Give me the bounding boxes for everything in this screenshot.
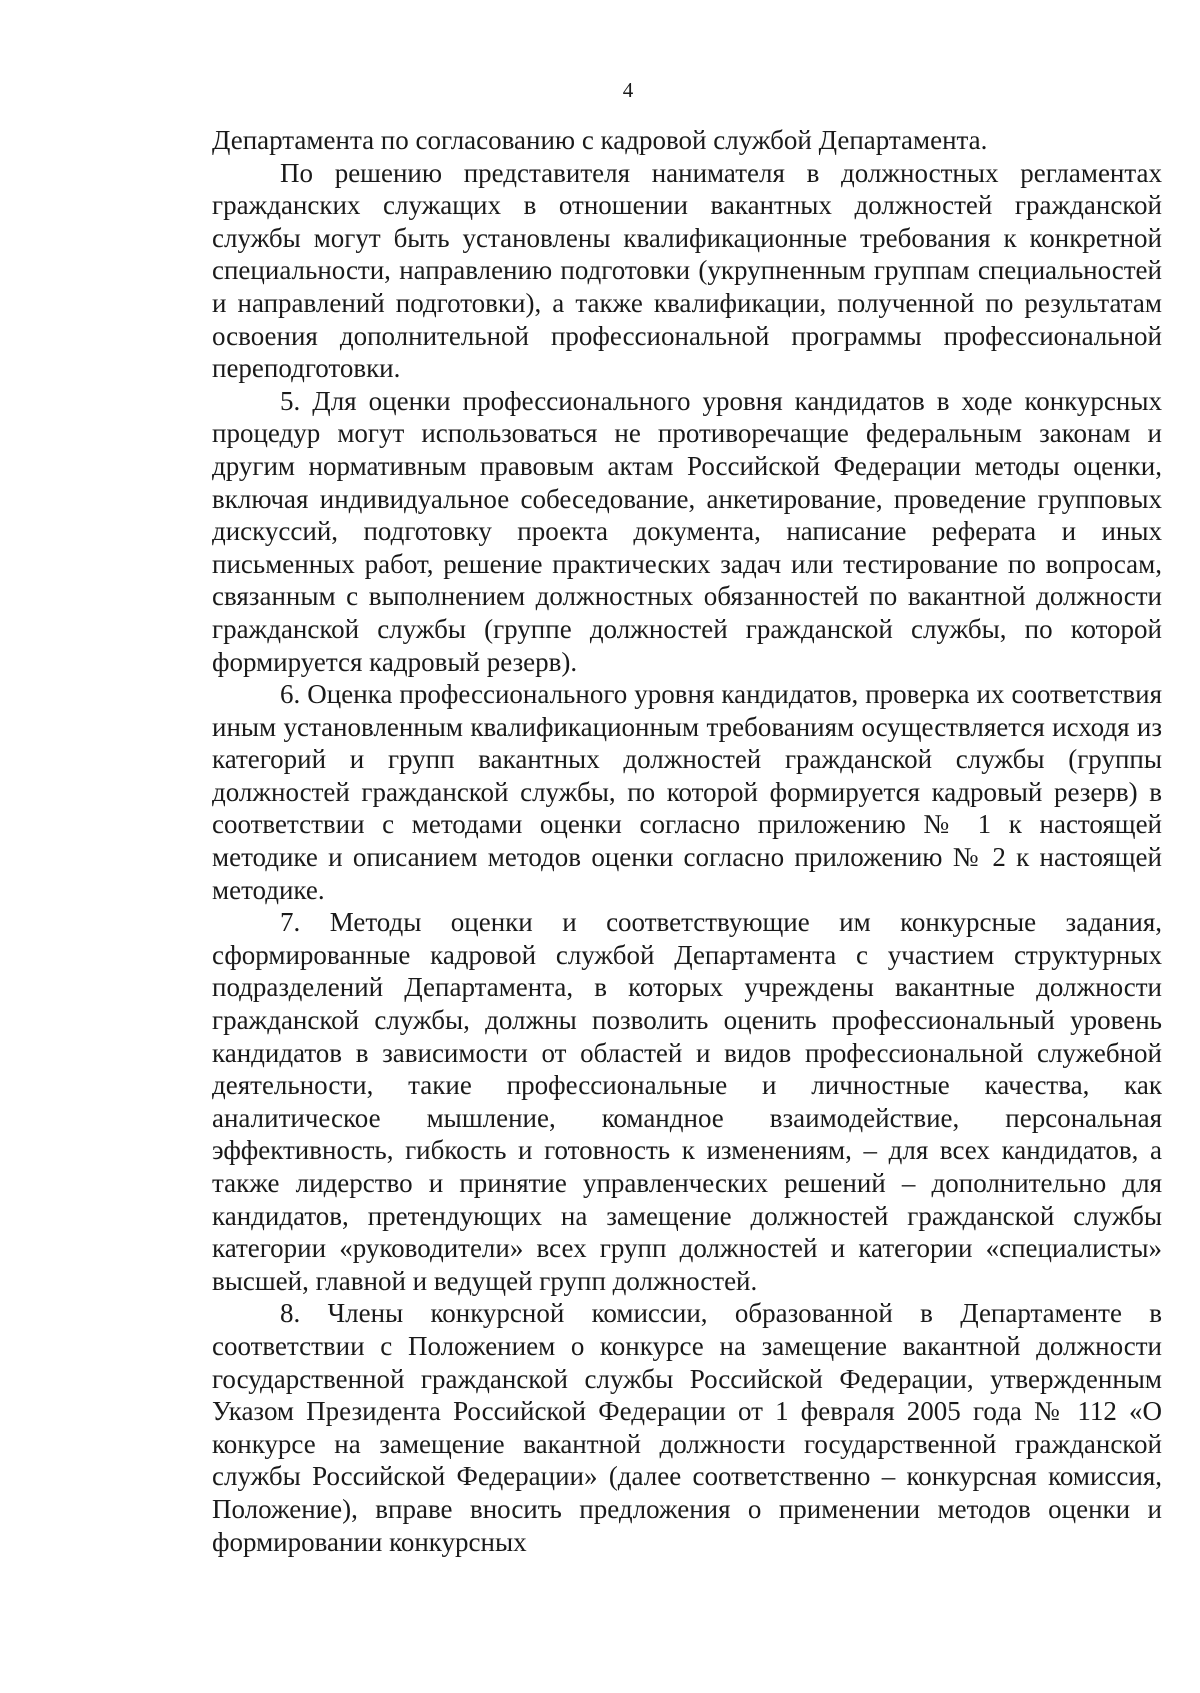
- paragraph-5: 5. Для оценки профессионального уровня кандидатов в ходе конкурсных процедур могут использоваться не противоречащие федеральным законам и другим нормативным правовым актам Российской Федерации методы оценки, включая индивидуальное собеседование, анкетирование, проведение групповых дискуссий, подготовку проекта документа, написание реферата и иных письменных работ, решение практических задач или тестирование по вопросам, связанным с выполнением должностных обязанностей по вакантной должности гражданской службы (группе должностей гражданской службы, по которой формируется кадровый резерв).: [212, 385, 1162, 677]
- document-body: [212, 124, 1162, 1558]
- paragraph-8: 8. Члены конкурсной комиссии, образованной в Департаменте в соответствии с Положением о конкурсе на замещение вакантной должности государственной гражданской службы Российской Федерации, утвержденным Указом Президента Российской Федерации от 1 февраля 2005 года № 112 «О конкурсе на замещение вакантной должности государственной гражданской службы Российской Федерации» (далее соответственно – конкурсная комиссия, Положение), вправе вносить предложения о применении методов оценки и формировании конкурсных: [212, 1298, 1162, 1557]
- paragraph-6: 6. Оценка профессионального уровня кандидатов, проверка их соответствия иным установленным квалификационным требованиям осуществляется исходя из категорий и групп вакантных должностей гражданской службы (группы должностей гражданской службы, по которой формируется кадровый резерв) в соответствии с методами оценки согласно приложению № 1 к настоящей методике и описанием методов оценки согласно приложению № 2 к настоящей методике.: [212, 679, 1162, 905]
- paragraph-qualification-requirements: По решению представителя нанимателя в должностных регламентах гражданских служащих в отношении вакантных должностей гражданской службы могут быть установлены квалификационные требования к конкретной специальности, направлению подготовки (укрупненным группам специальностей и направлений подготовки), а также квалификации, полученной по результатам освоения дополнительной профессиональной программы профессиональной переподготовки.: [212, 157, 1162, 384]
- page-number: 4: [622, 78, 634, 102]
- paragraph-continuation: Департамента по согласованию с кадровой службой Департамента.: [212, 125, 988, 155]
- paragraph-7: 7. Методы оценки и соответствующие им конкурсные задания, сформированные кадровой службой Департамента с участием структурных подразделений Департамента, в которых учреждены вакантные должности гражданской службы, должны позволить оценить профессиональный уровень кандидатов в зависимости от областей и видов профессиональной служебной деятельности, такие профессиональные и личностные качества, как аналитическое мышление, командное взаимодействие, персональная эффективность, гибкость и готовность к изменениям, – для всех кандидатов, а также лидерство и принятие управленческих решений – дополнительно для кандидатов, претендующих на замещение должностей гражданской службы категории «руководители» всех групп должностей и категории «специалисты» высшей, главной и ведущей групп должностей.: [212, 907, 1162, 1296]
